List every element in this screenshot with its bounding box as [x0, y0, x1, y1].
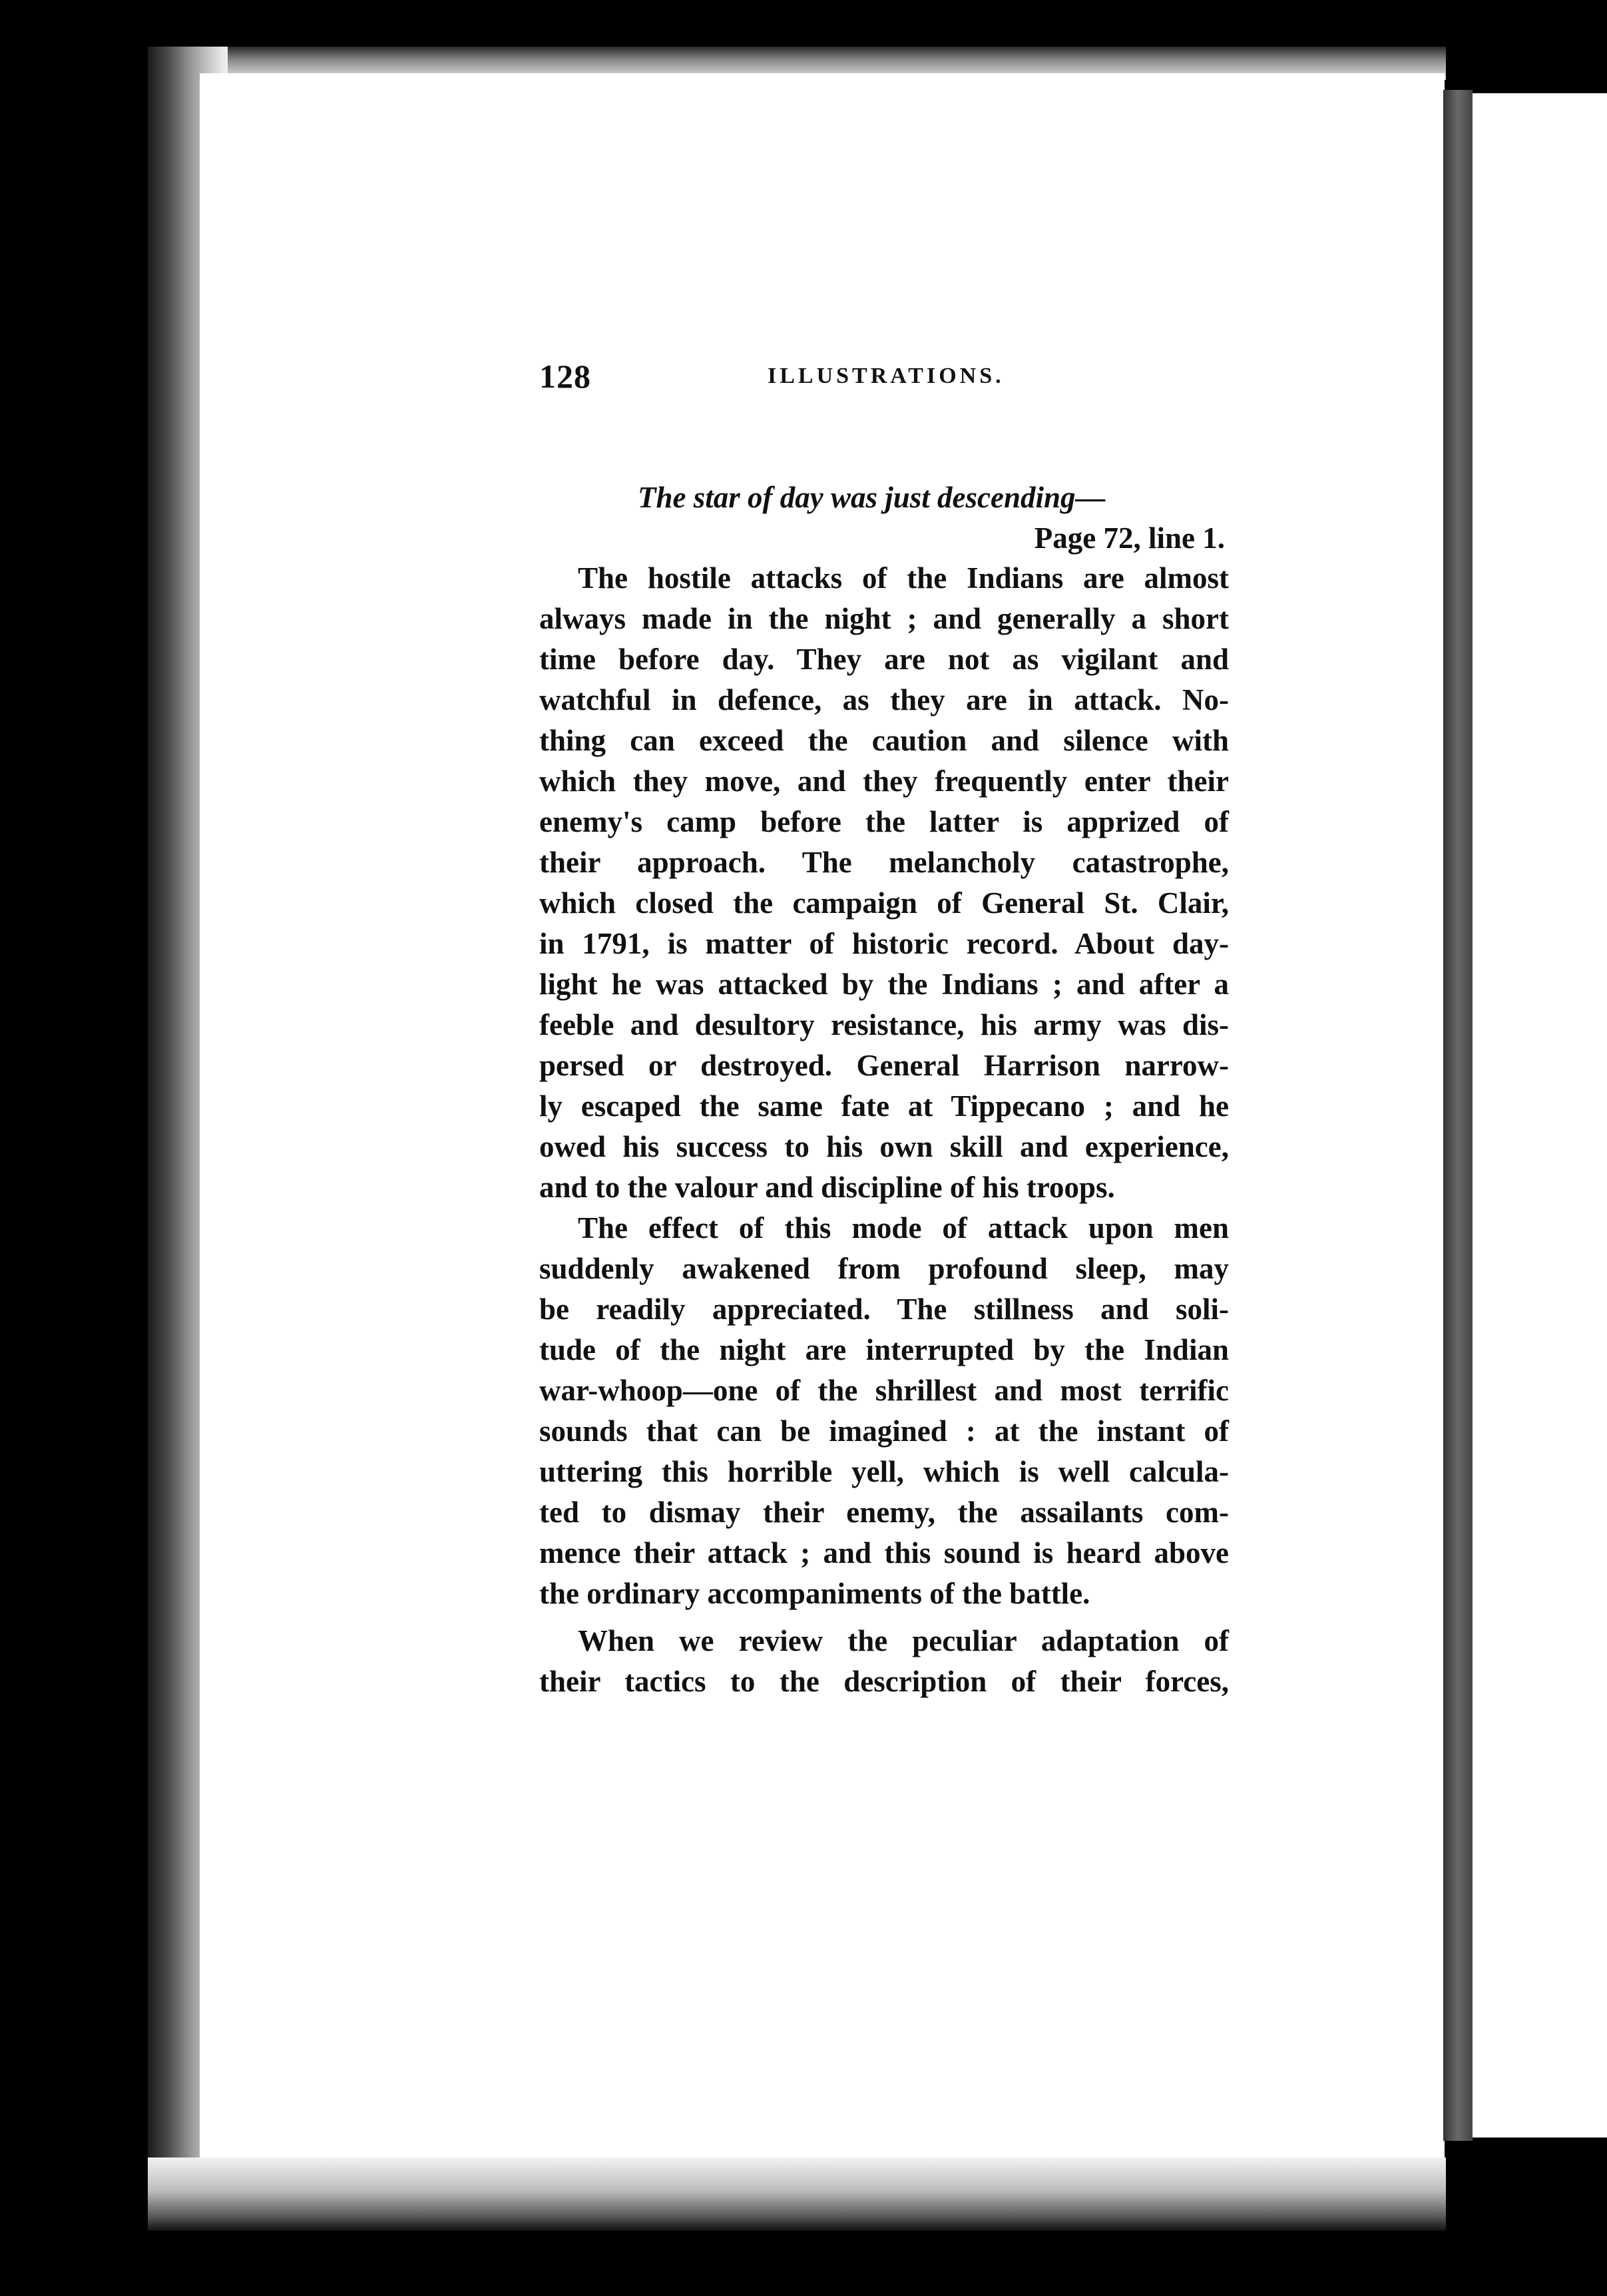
text-line: be readily appreciated. The stillness and soli-	[539, 1292, 1229, 1326]
paragraph-3	[539, 1621, 1229, 1702]
text-line: enemy's camp before the latter is apprized of	[539, 805, 1229, 838]
epigraph-quote: The star of day was just descending—	[638, 481, 1106, 514]
text-line: The hostile attacks of the Indians are almost	[578, 561, 1229, 595]
text-line: When we review the peculiar adaptation of	[578, 1624, 1229, 1657]
text-line: and to the valour and discipline of his troops.	[539, 1171, 1115, 1204]
text-line: persed or destroyed. General Harrison narrow-	[539, 1049, 1229, 1082]
text-line: their tactics to the description of their forces,	[539, 1665, 1229, 1698]
text-line: mence their attack ; and this sound is heard above	[539, 1536, 1229, 1570]
text-line: which they move, and they frequently enter their	[539, 764, 1229, 798]
text-line: ly escaped the same fate at Tippecano ; and he	[539, 1089, 1229, 1123]
text-line: war-whoop—one of the shrillest and most terrific	[539, 1374, 1229, 1407]
text-line: which closed the campaign of General St. Clair,	[539, 886, 1229, 920]
running-head	[539, 353, 1229, 406]
facing-page-edge	[1473, 93, 1607, 2138]
page-text-block	[539, 353, 1229, 1702]
text-line: suddenly awakened from profound sleep, may	[539, 1252, 1229, 1285]
text-line: uttering this horrible yell, which is well calcula-	[539, 1455, 1229, 1488]
text-line: sounds that can be imagined : at the instant of	[539, 1414, 1229, 1448]
text-line: in 1791, is matter of historic record. About day-	[539, 927, 1229, 960]
text-line: thing can exceed the caution and silence with	[539, 724, 1229, 757]
text-line: ted to dismay their enemy, the assailants com-	[539, 1496, 1229, 1529]
text-line: time before day. They are not as vigilant and	[539, 643, 1229, 676]
epigraph-reference: Page 72, line 1.	[1034, 521, 1225, 555]
text-line: feeble and desultory resistance, his army was dis-	[539, 1008, 1229, 1041]
text-line: owed his success to his own skill and experience,	[539, 1130, 1229, 1163]
page-number: 128	[539, 358, 591, 395]
text-line: their approach. The melancholy catastrophe,	[539, 846, 1229, 879]
paragraph-1	[539, 558, 1229, 1208]
text-line: always made in the night ; and generally a short	[539, 602, 1229, 635]
paragraph-2	[539, 1208, 1229, 1614]
text-line: watchful in defence, as they are in attack. No-	[539, 683, 1229, 717]
text-line: The effect of this mode of attack upon men	[578, 1211, 1229, 1245]
page-bottom-edge-shadow	[148, 2157, 1446, 2231]
text-line: the ordinary accompaniments of the battle.	[539, 1577, 1090, 1610]
text-line: light he was attacked by the Indians ; and after a	[539, 968, 1229, 1001]
text-line: tude of the night are interrupted by the Indian	[539, 1333, 1229, 1366]
running-title: ILLUSTRATIONS.	[768, 364, 1005, 388]
book-gutter	[1443, 90, 1473, 2141]
